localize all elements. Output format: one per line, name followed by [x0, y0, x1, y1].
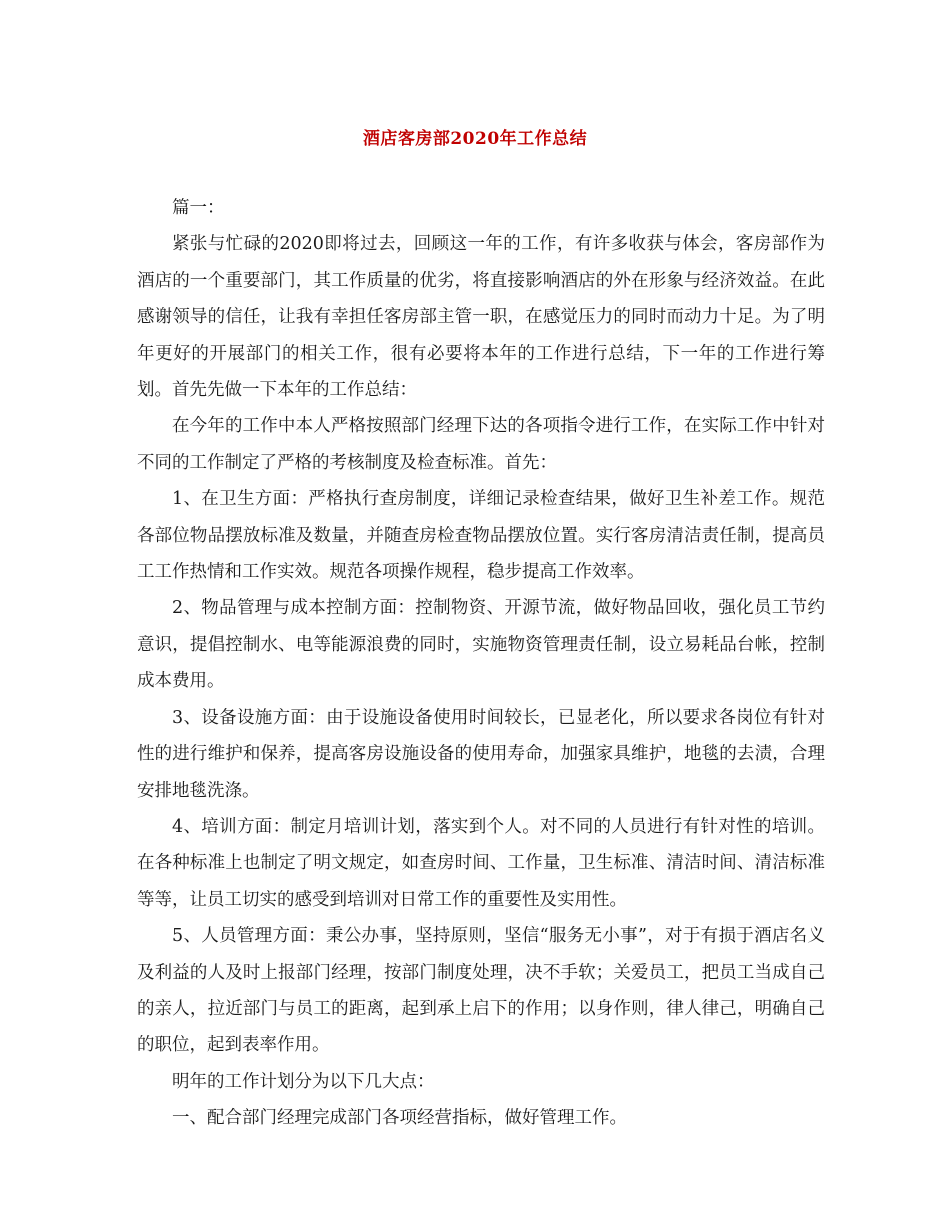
- paragraph-item-cost-control: 2、物品管理与成本控制方面：控制物资、开源节流，做好物品回收，强化员工节约意识，提倡控制水、电等能源浪费的同时，实施物资管理责任制，设立易耗品台帐，控制成本费用。: [137, 598, 825, 692]
- paragraph-item-staff-management: 5、人员管理方面：秉公办事，坚持原则，坚信“服务无小事”，对于有损于酒店名义及利益的人及时上报部门经理，按部门制度处理，决不手软；关爱员工，把员工当成自己的亲人，拉近部门与员工的距离，起到承上启下的作用；以身作则，律人律己，明确自己的职位，起到表率作用。: [137, 926, 825, 1056]
- paragraph-overview: 在今年的工作中本人严格按照部门经理下达的各项指令进行工作，在实际工作中针对不同的工作制定了严格的考核制度及检查标准。首先：: [137, 416, 825, 473]
- document-title: 酒店客房部2020年工作总结: [362, 129, 588, 149]
- paragraph-item-facilities: 3、设备设施方面：由于设施设备使用时间较长，已显老化，所以要求各岗位有针对性的进行维护和保养，提高客房设施设备的使用寿命，加强家具维护，地毯的去渍，合理安排地毯洗涤。: [137, 707, 825, 801]
- paragraph-plan-item-1: 一、配合部门经理完成部门各项经营指标，做好管理工作。: [172, 1108, 627, 1129]
- paragraph-section-label: 篇一：: [172, 198, 225, 218]
- paragraph-plan-intro: 明年的工作计划分为以下几大点：: [172, 1071, 435, 1092]
- paragraph-item-training: 4、培训方面：制定月培训计划，落实到个人。对不同的人员进行有针对性的培训。在各种标准上也制定了明文规定，如查房时间、工作量，卫生标准、清洁时间、清洁标准等等，让员工切实的感受到培训对日常工作的重要性及实用性。: [137, 816, 825, 910]
- paragraph-intro: 紧张与忙碌的2020即将过去，回顾这一年的工作，有许多收获与体会，客房部作为酒店的一个重要部门，其工作质量的优劣，将直接影响酒店的外在形象与经济效益。在此感谢领导的信任，让我有幸担任客房部主管一职，在感觉压力的同时而动力十足。为了明年更好的开展部门的相关工作，很有必要将本年的工作进行总结，下一年的工作进行筹划。首先先做一下本年的工作总结：: [137, 234, 825, 401]
- paragraph-item-hygiene: 1、在卫生方面：严格执行查房制度，详细记录检查结果，做好卫生补差工作。规范各部位物品摆放标准及数量，并随查房检查物品摆放位置。实行客房清洁责任制，提高员工工作热情和工作实效。规范各项操作规程，稳步提高工作效率。: [137, 489, 825, 583]
- document-body: [137, 190, 825, 1137]
